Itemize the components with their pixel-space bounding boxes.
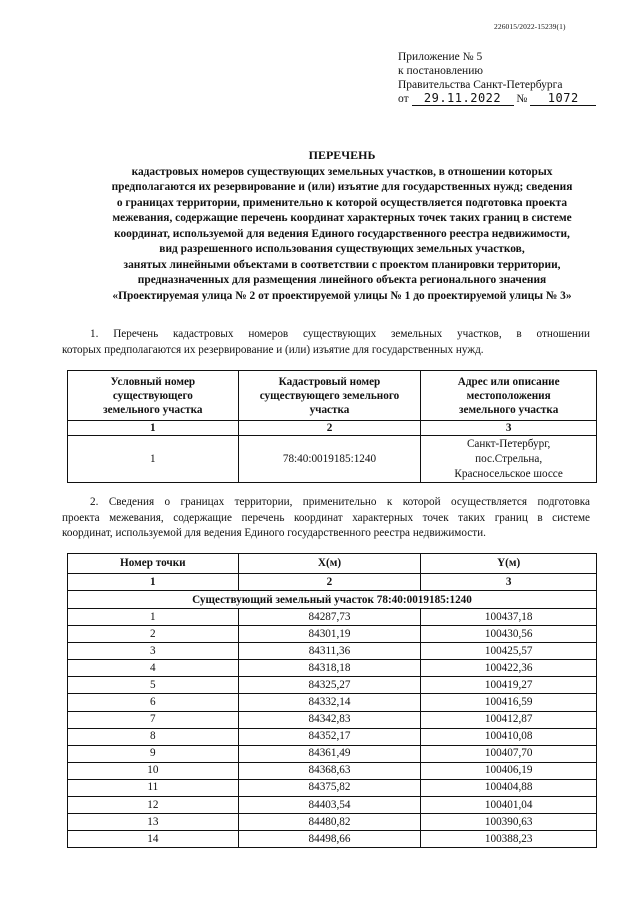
header-address: Адрес или описание местоположения земельного участка	[421, 371, 597, 421]
parcel-group-label: Существующий земельный участок 78:40:0019185:1240	[68, 591, 597, 609]
point-number: 9	[68, 745, 239, 762]
y-coordinate: 100404,88	[421, 779, 597, 796]
y-coordinate: 100416,59	[421, 694, 597, 711]
title-heading: ПЕРЕЧЕНЬ	[308, 148, 376, 162]
title-line: координат, используемой для ведения Единого государственного реестра недвижимости,	[114, 227, 570, 240]
y-coordinate: 100407,70	[421, 745, 597, 762]
y-coordinate: 100412,87	[421, 711, 597, 728]
point-number: 2	[68, 626, 239, 643]
title-line: предполагаются их резервирование и (или) изъятие для государственных нужд; сведения	[111, 181, 573, 193]
x-coordinate: 84480,82	[238, 814, 421, 831]
annex-title: Приложение № 5	[398, 51, 483, 63]
row-number: 1	[68, 436, 239, 483]
header-point-number: Номер точки	[68, 554, 239, 574]
point-number: 4	[68, 660, 239, 677]
y-coordinate: 100406,19	[421, 762, 597, 779]
y-coordinate: 100410,08	[421, 728, 597, 745]
x-coordinate: 84361,49	[238, 745, 421, 762]
paragraph-line: 1. Перечень кадастровых номеров существующих земельных участков, в отношении	[90, 328, 590, 340]
resolution-date: 29.11.2022	[412, 92, 514, 106]
x-coordinate: 84368,63	[238, 762, 421, 779]
coordinates-table	[67, 553, 597, 848]
table-row	[68, 626, 597, 643]
title-line: кадастровых номеров существующих земельных участков, в отношении которых	[131, 165, 553, 178]
x-coordinate: 84342,83	[238, 711, 421, 728]
section-2-paragraph	[62, 495, 590, 542]
document-code: 226015/2022-15239(1)	[494, 22, 566, 31]
annex-date-line	[398, 93, 596, 105]
document-title	[56, 148, 628, 304]
title-line: вид разрешенного использования существующих земельных участков,	[159, 243, 525, 255]
table-row	[68, 762, 597, 779]
table-row	[68, 660, 597, 677]
resolution-number: 1072	[530, 92, 596, 106]
from-label: от	[398, 93, 409, 105]
annex-line-2: к постановлению	[398, 65, 483, 77]
header-y: Y(м)	[421, 554, 597, 574]
header-conditional-number: Условный номер существующего земельного участка	[68, 371, 239, 421]
paragraph-line: координат, используемой для ведения Единого государственного реестра недвижимости.	[62, 527, 486, 539]
y-coordinate: 100419,27	[421, 677, 597, 694]
y-coordinate: 100437,18	[421, 609, 597, 626]
number-label: №	[516, 93, 528, 105]
point-number: 6	[68, 694, 239, 711]
table-row	[68, 779, 597, 796]
x-coordinate: 84403,54	[238, 797, 421, 814]
header-x: X(м)	[238, 554, 421, 574]
cadastral-numbers-table	[67, 370, 597, 483]
y-coordinate: 100401,04	[421, 797, 597, 814]
title-line: о границах территории, применительно к которой осуществляется подготовка проекта	[116, 196, 568, 209]
y-coordinate: 100388,23	[421, 831, 597, 848]
x-coordinate: 84325,27	[238, 677, 421, 694]
table-row	[68, 711, 597, 728]
point-number: 7	[68, 711, 239, 728]
group-header-row	[68, 591, 597, 609]
title-line: межевания, содержащие перечень координат характерных точек таких границ в системе	[112, 212, 572, 224]
y-coordinate: 100390,63	[421, 814, 597, 831]
x-coordinate: 84311,36	[238, 643, 421, 660]
paragraph-line: проекта межевания, содержащие перечень координат характерных точек таких границ в системе	[62, 511, 590, 524]
x-coordinate: 84352,17	[238, 728, 421, 745]
y-coordinate: 100425,57	[421, 643, 597, 660]
x-coordinate: 84332,14	[238, 694, 421, 711]
table-row	[68, 745, 597, 762]
x-coordinate: 84287,73	[238, 609, 421, 626]
table-header-row	[68, 554, 597, 574]
point-number: 3	[68, 643, 239, 660]
point-number: 12	[68, 797, 239, 814]
table-row	[68, 609, 597, 626]
x-coordinate: 84318,18	[238, 660, 421, 677]
point-number: 14	[68, 831, 239, 848]
column-index-row: 1 2 3	[68, 421, 597, 436]
cadastral-number: 78:40:0019185:1240	[238, 436, 421, 483]
title-line: предназначенных для размещения линейного объекта регионального значения	[137, 274, 547, 286]
table-row	[68, 831, 597, 848]
point-number: 1	[68, 609, 239, 626]
title-line: «Проектируемая улица № 2 от проектируемой улицы № 1 до проектируемой улицы № 3»	[112, 289, 572, 302]
column-index-row: 1 2 3	[68, 574, 597, 591]
table-row	[68, 436, 597, 483]
x-coordinate: 84498,66	[238, 831, 421, 848]
point-number: 10	[68, 762, 239, 779]
annex-line-3: Правительства Санкт-Петербурга	[398, 79, 563, 91]
table-header-row	[68, 371, 597, 421]
title-line: занятых линейными объектами в соответствии с проектом планировки территории,	[123, 258, 561, 271]
coordinates-body	[68, 609, 597, 848]
table-row	[68, 677, 597, 694]
x-coordinate: 84375,82	[238, 779, 421, 796]
y-coordinate: 100422,36	[421, 660, 597, 677]
address-cell: Санкт-Петербург, пос.Стрельна, Красносельское шоссе	[421, 436, 597, 483]
header-cadastral-number: Кадастровый номер существующего земельного участка	[238, 371, 421, 421]
paragraph-line: 2. Сведения о границах территории, применительно к которой осуществляется подготовка	[90, 496, 590, 508]
table-row	[68, 643, 597, 660]
point-number: 11	[68, 779, 239, 796]
paragraph-line: которых предполагаются их резервирование и (или) изъятие для государственных нужд.	[62, 343, 484, 356]
section-1-paragraph	[62, 327, 590, 358]
point-number: 13	[68, 814, 239, 831]
annex-header	[398, 50, 596, 106]
table-row	[68, 728, 597, 745]
y-coordinate: 100430,56	[421, 626, 597, 643]
table-row	[68, 797, 597, 814]
x-coordinate: 84301,19	[238, 626, 421, 643]
table-row	[68, 814, 597, 831]
point-number: 5	[68, 677, 239, 694]
table-row	[68, 694, 597, 711]
point-number: 8	[68, 728, 239, 745]
